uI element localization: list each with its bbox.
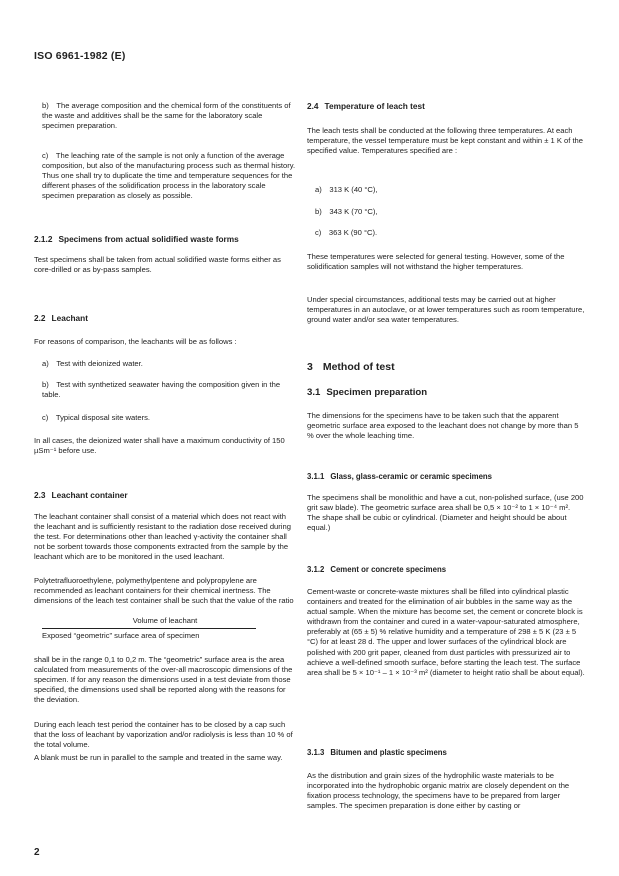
ratio-denominator: Exposed “geometric” surface area of specimen (42, 631, 200, 641)
section-2-3-p1 (34, 512, 296, 562)
section-2-1-2-paragraph: Test specimens shall be taken from actual solidified waste forms either as core-drilled or as by-pass samples. (34, 255, 281, 275)
heading-3-title: Method of test (322, 361, 395, 373)
requirement-b-text: b) The average composition and the chemical form of the constituents of the waste and additives shall be the same for the laboratory scale specimen preparation. (42, 101, 291, 131)
heading-3-1-title: Specimen preparation (326, 387, 428, 398)
heading-2-1-2 (34, 234, 296, 245)
section-2-4-intro (307, 126, 585, 156)
temperature-item-c (307, 228, 585, 238)
heading-2-3-number: 2.3 (34, 490, 46, 500)
heading-2-3 (34, 490, 296, 501)
heading-2-3-title: Leachant container (51, 490, 128, 500)
temperature-item-b-text: b) 343 K (70 °C), (315, 207, 378, 216)
heading-3-1-1-number: 3.1.1 (307, 472, 325, 481)
section-3-1-2-text (307, 587, 585, 678)
section-2-3-p3 (34, 655, 296, 705)
section-2-4-intro-text: The leach tests shall be conducted at the following three temperatures. At each temperature, the vessel temperature must be kept constant and within ± 1 K of the specified value. Temperatures specified are : (307, 126, 584, 156)
heading-3-1-3-title: Bitumen and plastic specimens (330, 748, 447, 757)
section-2-2-text (34, 436, 296, 456)
requirement-c-text: c) The leaching rate of the sample is not only a function of the average composition, but also of the manufacturing process such as thermal history. Thus one shall try to duplicate the time and temperature sequences for the different phases of the solidification process in the laboratory scale specimen preparation as closely as possible. (42, 151, 296, 201)
heading-3-number: 3 (307, 361, 313, 373)
section-2-4-p2-text: These temperatures were selected for general testing. However, some of the solidification samples will not withstand the higher temperatures. (307, 252, 565, 272)
section-3-1-3-paragraph: As the distribution and grain sizes of the hydrophilic waste materials to be incorporated into the hydrophobic organic matrix are closely dependent on the fixation process technology, the specimens have to be prepared from larger samples. The specimen preparation is done either by casting or (307, 771, 570, 811)
heading-2-1-2-number: 2.1.2 (34, 234, 53, 244)
heading-3-1-2-title: Cement or concrete specimens (330, 565, 447, 574)
section-2-3-p2-text: Polytetrafluoroethylene, polymethylpentene and polypropylene are recommended as leachant containers for their chemical inertness. The dimensions of the leach test container shall be such that the value of the ratio (34, 576, 294, 606)
requirement-b (34, 101, 296, 131)
requirement-c (34, 151, 296, 201)
heading-2-2 (34, 313, 296, 324)
section-2-1-2-text (34, 255, 296, 275)
heading-3-1-1-title: Glass, glass-ceramic or ceramic specimens (330, 472, 493, 481)
heading-3-1-2-number: 3.1.2 (307, 565, 325, 574)
section-2-3-p4 (34, 720, 296, 750)
standard-identifier: ISO 6961-1982 (E) (34, 50, 126, 62)
section-2-4-p2 (307, 252, 585, 272)
leachant-item-a-text: a) Test with deionized water. (42, 359, 143, 368)
heading-2-2-number: 2.2 (34, 313, 46, 323)
heading-3-1-2 (307, 565, 585, 575)
heading-3-1-3 (307, 748, 585, 758)
section-3-1-3-text (307, 771, 585, 811)
section-2-2-intro-text: For reasons of comparison, the leachants will be as follows : (34, 337, 237, 346)
section-2-2-paragraph: In all cases, the deionized water shall have a maximum conductivity of 150 µSm⁻¹ before use. (34, 436, 285, 456)
section-2-3-p3-text: shall be in the range 0,1 to 0,2 m. The “geometric” surface area is the area calculated from measurements of the over-all macroscopic dimensions of the specimen. If for any reason the dimensions used in a test deviate from those specified, the dimensions used shall be reported along with the reasons for the deviation. (34, 655, 293, 705)
section-2-3-p2 (34, 576, 296, 606)
heading-2-4-title: Temperature of leach test (324, 101, 425, 111)
heading-2-4 (307, 101, 585, 112)
section-2-3-p5-text: A blank must be run in parallel to the sample and treated in the same way. (34, 753, 283, 762)
heading-2-2-title: Leachant (51, 313, 88, 323)
section-3-1-text (307, 411, 585, 441)
heading-3-1-1 (307, 472, 585, 482)
ratio-formula (34, 616, 296, 641)
section-2-3-p4-text: During each leach test period the container has to be closed by a cap such that the loss of leachant by vaporization and/or radiolysis is less than 10 % of the total volume. (34, 720, 293, 750)
temperature-item-b (307, 207, 585, 217)
temperature-item-c-text: c) 363 K (90 °C). (315, 228, 378, 237)
page-number: 2 (34, 847, 40, 858)
heading-3-1 (307, 387, 585, 399)
leachant-item-c (34, 413, 296, 423)
leachant-item-a (34, 359, 296, 369)
section-2-2-intro (34, 337, 296, 347)
section-3-1-paragraph: The dimensions for the specimens have to be taken such that the apparent geometric surface area exposed to the leachant does not change by more than 5 % over the whole leaching time. (307, 411, 579, 441)
temperature-item-a (307, 185, 585, 195)
leachant-item-c-text: c) Typical disposal site waters. (42, 413, 151, 422)
heading-3 (307, 361, 585, 374)
section-2-3-p1-text: The leachant container shall consist of a material which does not react with the leachant and is sufficiently resistant to the radiation dose received during the test. For determinations other than leached γ-activity the container shall not be sorbent towards those components extracted from the sample by the leachant which are to be monitored in the used leachant. (34, 512, 291, 562)
temperature-item-a-text: a) 313 K (40 °C), (315, 185, 378, 194)
heading-3-1-number: 3.1 (307, 387, 321, 398)
fraction-line (42, 628, 256, 629)
leachant-item-b-text: b) Test with synthetized seawater having the composition given in the table. (42, 380, 281, 400)
ratio-numerator: Volume of leachant (132, 616, 198, 625)
heading-3-1-3-number: 3.1.3 (307, 748, 325, 757)
section-2-3-p5 (34, 753, 296, 763)
section-2-4-p3 (307, 295, 585, 325)
section-3-1-1-paragraph: The specimens shall be monolithic and have a cut, non-polished surface, (use 200 grit saw blade). The geometric surface area shall be 0,5 × 10⁻² to 1 × 10⁻⁴ m². The shape shall be cubic or cylindrical. (Diameter and height should be about equal.) (307, 493, 584, 533)
section-3-1-2-paragraph: Cement-waste or concrete-waste mixtures shall be filled into cylindrical plastic containers and treated for the elimination of air bubbles in the same way as the actual sample. When the mixture has become set, the cement or concrete block is withdrawn from the container and cured in a water-vapour-saturated atmosphere, preferably at (65 ± 5) % relative humidity and a temperature of 298 ± 5 K (23 ± 5 °C) for at least 28 d. The upper and lower surfaces of the cylindrical block are polished with 200 grit paper, cleaned from dust particles with pressurized air to achieve a well-defined smooth surface, before starting the leach test. The surface area shall be 5 × 10⁻¹ – 1 × 10⁻³ m² (diameter to height ratio shall be about equal). (307, 587, 585, 677)
section-2-4-p3-text: Under special circumstances, additional tests may be carried out at higher temperatures in an autoclave, or at lower temperatures such as room temperature, ground water and/or sea water temperatures. (307, 295, 585, 325)
section-3-1-1-text (307, 493, 585, 533)
heading-2-4-number: 2.4 (307, 101, 319, 111)
heading-2-1-2-title: Specimens from actual solidified waste forms (58, 234, 239, 244)
leachant-item-b (34, 380, 296, 400)
